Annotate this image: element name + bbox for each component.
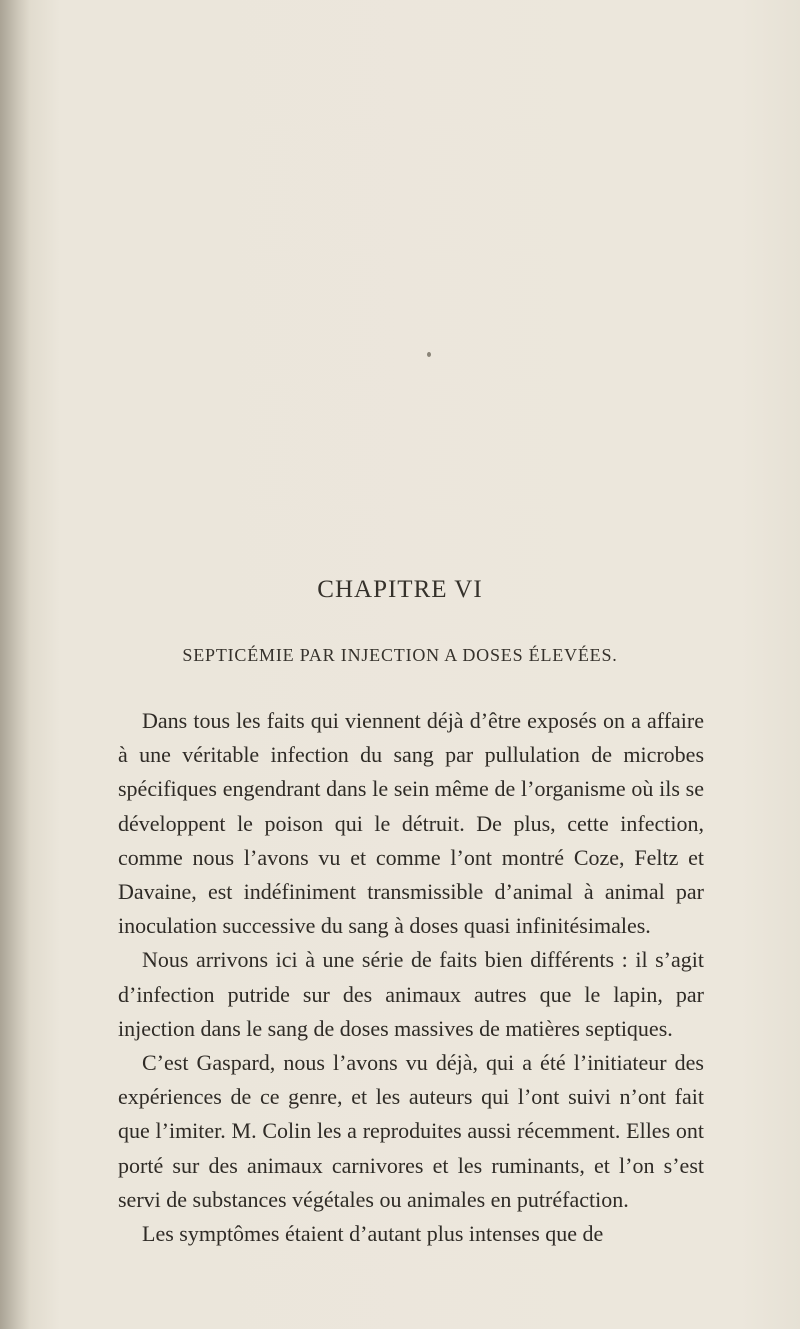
chapter-title: CHAPITRE VI (317, 576, 483, 603)
paragraph-1: Dans tous les faits qui viennent déjà d’être exposés on a affaire à une véritable infection du sang par pullulation de microbes spécifiques engendrant dans le sein même de l’organisme où ils se développent le poison qui le détruit. De plus, cette infection, comme nous l’avons vu et comme l’ont montré Coze, Feltz et Davaine, est indéfiniment transmissible d’animal à animal par inoculation successive du sang à doses quasi infinitésimales. (118, 708, 704, 939)
paragraph-2: Nous arrivons ici à une série de faits bien différents : il s’agit d’infection putride sur des animaux autres que le lapin, par injection dans le sang de doses massives de matières septiques. (118, 947, 704, 1041)
body-text (118, 704, 704, 1251)
paragraph-4: Les symptômes étaient d’autant plus intenses que de (142, 1221, 604, 1247)
chapter-subtitle: SEPTICÉMIE PAR INJECTION A DOSES ÉLEVÉES. (182, 645, 618, 665)
paragraph-3: C’est Gaspard, nous l’avons vu déjà, qui a été l’initiateur des expériences de ce genre, et les auteurs qui l’ont suivi n’ont fait que l’imiter. M. Colin les a reproduites aussi récemment. Elles ont porté sur des animaux carnivores et les ruminants, et l’on s’est servi de substances végétales ou animales en putréfaction. (118, 1050, 704, 1212)
print-speck (427, 352, 431, 357)
